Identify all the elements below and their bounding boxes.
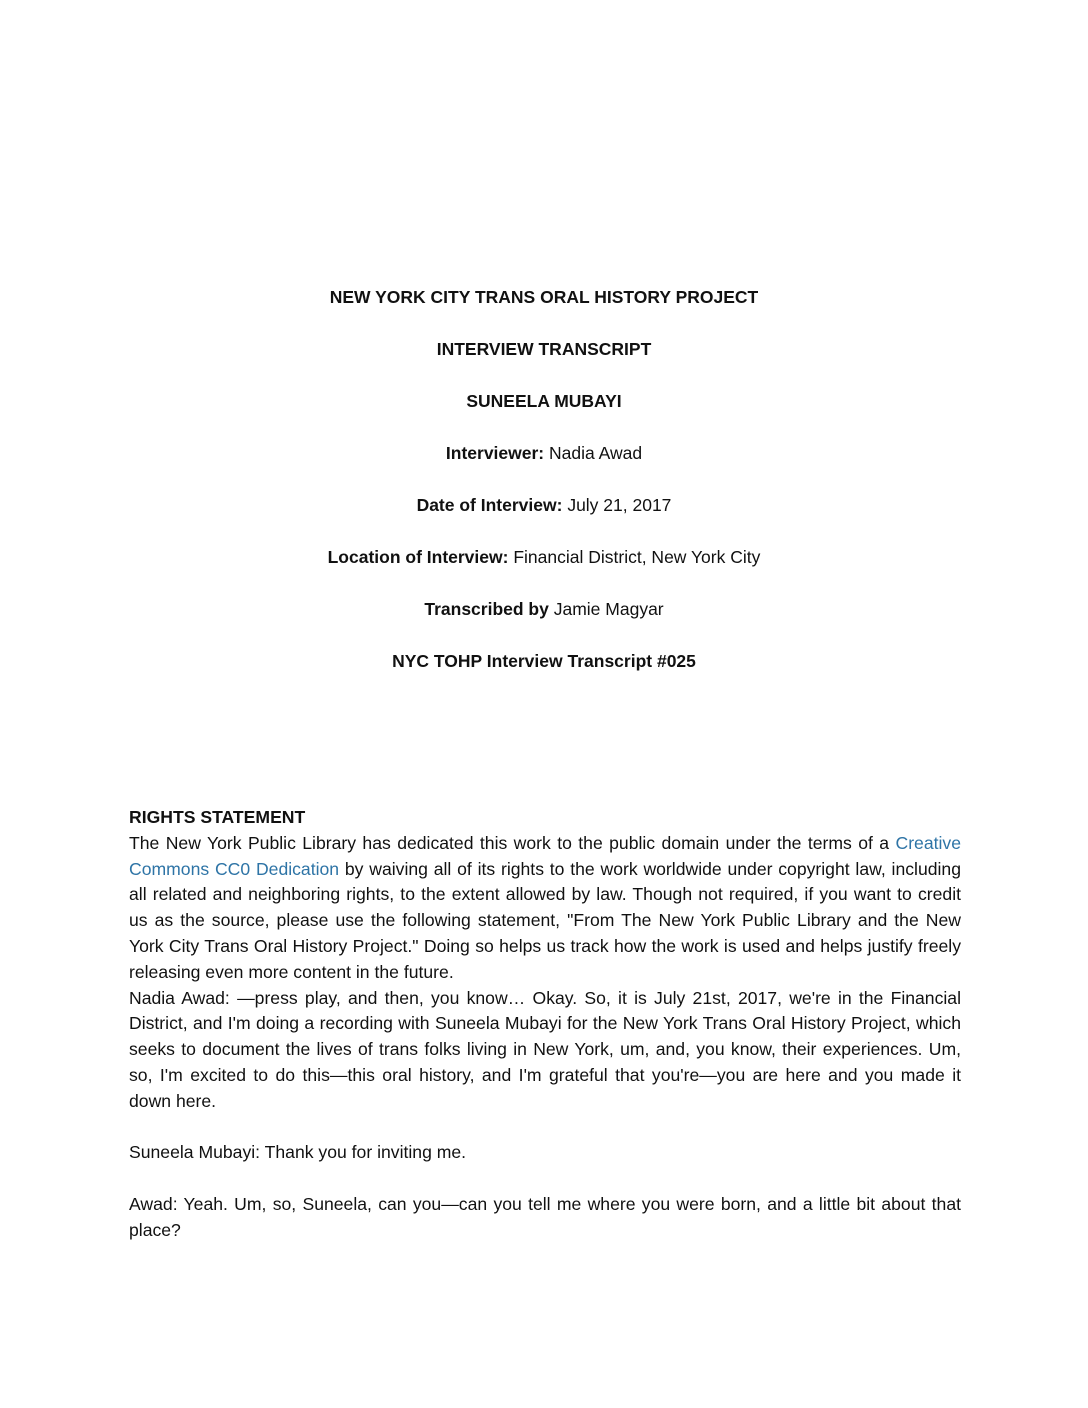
transcript-paragraph-2: Suneela Mubayi: Thank you for inviting me. (129, 1142, 467, 1163)
transcript-paragraph-3: Awad: Yeah. Um, so, Suneela, can you—can you tell me where you were born, and a little bit about that place? (129, 1193, 961, 1240)
cc0-link[interactable]: Creative Commons CC0 Dedication (129, 832, 961, 879)
location-line (0, 545, 1088, 569)
transcribed-label: Transcribed by (424, 599, 549, 619)
project-title: NEW YORK CITY TRANS ORAL HISTORY PROJECT (329, 287, 759, 307)
rights-section (129, 805, 961, 1244)
date-line (0, 493, 1088, 517)
interviewer-line (0, 441, 1088, 465)
rights-text (129, 831, 961, 986)
narrator-name: SUNEELA MUBAYI (466, 391, 622, 411)
rights-text-before: The New York Public Library has dedicated this work to the public domain under the terms of a (129, 832, 896, 853)
location-value: Financial District, New York City (513, 547, 761, 567)
rights-heading: RIGHTS STATEMENT (129, 807, 306, 827)
date-value: July 21, 2017 (567, 495, 672, 515)
transcribed-line (0, 597, 1088, 621)
rights-text-after: by waiving all of its rights to the work worldwide under copyright law, including all related and neighboring rights, to the extent allowed by law. Though not required, if you want to credit us as the source, please use the following statement, "From The New York Public Library and the New York City Trans Oral History Project." Doing so helps us track how the work is used and helps justify freely releasing even more content in the future. (129, 858, 961, 982)
transcript-paragraph-1: Nadia Awad: —press play, and then, you know… Okay. So, it is July 21st, 2017, we're in the Financial District, and I'm doing a recording with Suneela Mubayi for the New York Trans Oral History Project, which seeks to document the lives of trans folks living in New York, um, and, you know, their experiences. Um, so, I'm excited to do this—this oral history, and I'm grateful that you're—you are here and you made it down here. (129, 987, 961, 1111)
document-type: INTERVIEW TRANSCRIPT (436, 339, 652, 359)
transcribed-value: Jamie Magyar (553, 599, 664, 619)
interviewer-value: Nadia Awad (549, 443, 643, 463)
date-label: Date of Interview: (416, 495, 563, 515)
location-label: Location of Interview: (327, 547, 509, 567)
transcript-number: NYC TOHP Interview Transcript #025 (392, 651, 696, 671)
interviewer-label: Interviewer: (445, 443, 545, 463)
